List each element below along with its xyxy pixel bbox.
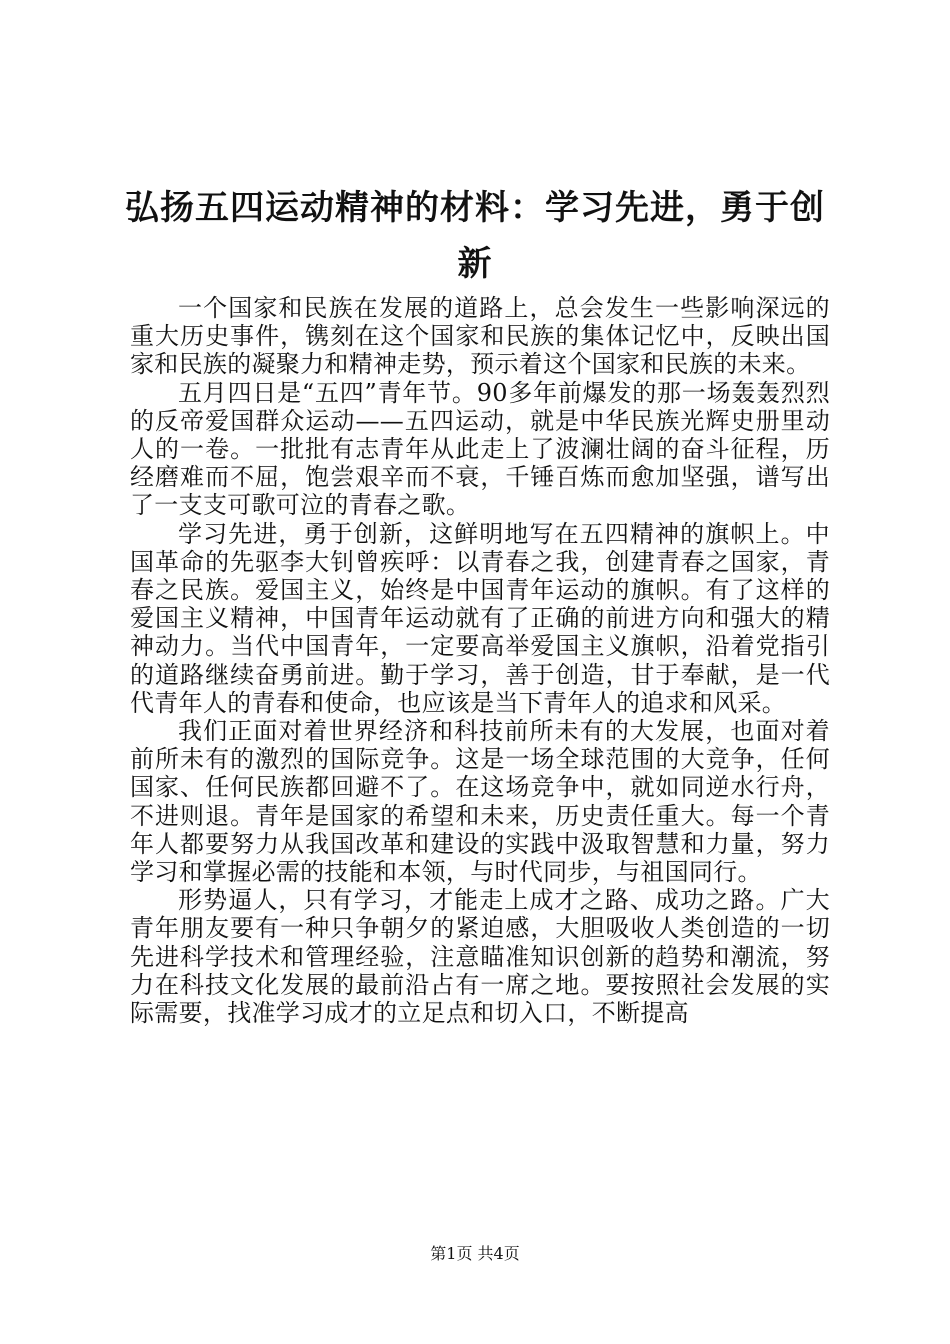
document-body xyxy=(130,294,830,1027)
page-footer: 第1页 共4页 xyxy=(430,1244,520,1263)
paragraph-4: 我们正面对着世界经济和科技前所未有的大发展，也面对着前所未有的激烈的国际竞争。这是一场全球范围的大竞争，任何国家、任何民族都回避不了。在这场竞争中，就如同逆水行舟，不进则退。青年是国家的希望和未来，历史责任重大。每一个青年人都要努力从我国改革和建设的实践中汲取智慧和力量，努力学习和掌握必需的技能和本领，与时代同步，与祖国同行。 xyxy=(130,717,830,887)
document-title: 弘扬五四运动精神的材料：学习先进，勇于创新 xyxy=(125,188,825,284)
paragraph-3: 学习先进，勇于创新，这鲜明地写在五四精神的旗帜上。中国革命的先驱李大钊曾疾呼：以青春之我，创建青春之国家，青春之民族。爱国主义，始终是中国青年运动的旗帜。有了这样的爱国主义精神，中国青年运动就有了正确的前进方向和强大的精神动力。当代中国青年，一定要高举爱国主义旗帜，沿着党指引的道路继续奋勇前进。勤于学习，善于创造，甘于奉献，是一代代青年人的青春和使命，也应该是当下青年人的追求和风采。 xyxy=(130,519,830,717)
paragraph-1: 一个国家和民族在发展的道路上，总会发生一些影响深远的重大历史事件，镌刻在这个国家和民族的集体记忆中，反映出国家和民族的凝聚力和精神走势，预示着这个国家和民族的未来。 xyxy=(130,294,830,379)
paragraph-5: 形势逼人，只有学习，才能走上成才之路、成功之路。广大青年朋友要有一种只争朝夕的紧迫感，大胆吸收人类创造的一切先进科学技术和管理经验，注意瞄准知识创新的趋势和潮流，努力在科技文化发展的最前沿占有一席之地。要按照社会发展的实际需要，找准学习成才的立足点和切入口，不断提高 xyxy=(130,886,830,1028)
paragraph-2: 五月四日是“五四”青年节。90多年前爆发的那一场轰轰烈烈的反帝爱国群众运动——五四运动，就是中华民族光辉史册里动人的一卷。一批批有志青年从此走上了波澜壮阔的奋斗征程，历经磨难而不屈，饱尝艰辛而不衰，千锤百炼而愈加坚强，谱写出了一支支可歌可泣的青春之歌。 xyxy=(130,378,830,520)
